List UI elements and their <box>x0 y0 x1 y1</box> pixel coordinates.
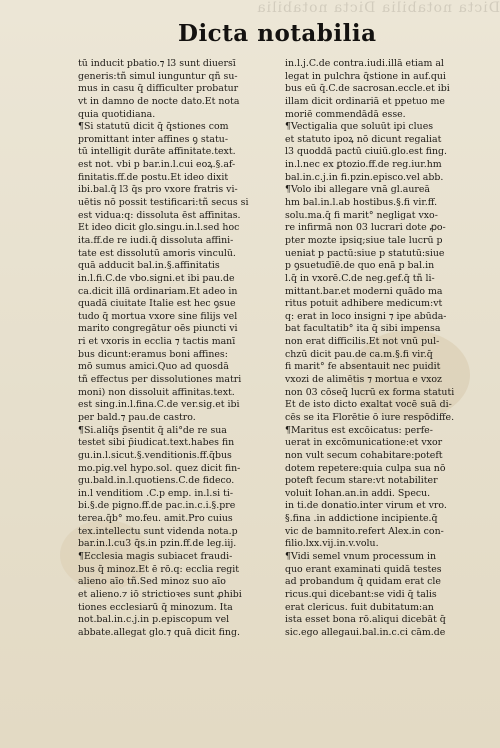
text-line: vt in damno de nocte dato.Et nota <box>78 95 240 107</box>
text-line: ¶Maritus est excōicatus: perfe- <box>285 424 433 436</box>
text-line: tiones ecclesiarū q̄ minozum. Ita <box>78 601 233 613</box>
text-line: uētis nō possit testificari:tñ secus si <box>78 197 249 209</box>
text-line: ¶Si.aliq̄s p̄sentit q̄ ali°de re sua <box>78 424 227 436</box>
text-line: tex.intellectu sunt videnda nota.p <box>78 525 238 537</box>
text-line: moriē commendādā esse. <box>285 108 406 120</box>
text-line: re infirmā non 03 lucrari dote ꝓo- <box>285 222 446 234</box>
text-line: tū inducit̄ pbatio.⁊ l3 sunt diuersī <box>78 58 236 69</box>
text-line: chzū dicit pau.de ca.m.§.fi vir.q̄ <box>285 348 433 360</box>
text-line: ista esset bona rō.aliqui dicebāt q̄ <box>285 614 446 626</box>
text-line: non 03 cōseq̄ lucrū ex forma statuti <box>285 386 455 398</box>
text-line: ¶Vectigalia que soluūt ipi clues <box>285 121 434 133</box>
text-line: in ti.de donatio.inter virum et vro. <box>285 500 447 512</box>
text-line: fi marit° fe absentauit nec puidit <box>285 361 441 373</box>
text-line: Et de isto dicto exaltat vocē suā di- <box>285 399 452 411</box>
text-line: finitatis.ff.de postu.Et ideo dixit <box>78 171 229 183</box>
text-line: mittant.bar.et moderni quādo ma <box>285 285 443 297</box>
text-line: §.fina .in addictione incipiente.q̄ <box>285 513 438 525</box>
text-line: ita.ff.de re iudi.q̄ dissoluta affini- <box>78 234 234 246</box>
text-line: alieno aīo tñ.Sed minoz suo aīo <box>78 576 226 588</box>
text-line: quo erant examinati quidā testes <box>285 563 442 575</box>
text-line: mo.pig.vel hypo.sol. quez dicit fin- <box>78 462 241 474</box>
text-line: est not. vbi p bar.in.l.cui eoꝝ.§.af- <box>78 159 236 171</box>
text-line: quia quotidiana. <box>78 108 156 120</box>
text-line: bar.in.l.cu3 q̄s.in pzin.ff.de leg.iij. <box>78 538 237 550</box>
text-line: not.bal.in.c.j.in p.episcopum vel <box>78 614 230 626</box>
text-line: erat clericus. fuit dubitatum:an <box>285 601 434 613</box>
text-line: bat facultatib° ita q̄ sibi impensa <box>285 323 441 335</box>
text-line: vxozi de alimētis ⁊ mortua e vxoz <box>285 374 442 386</box>
text-line: pter mozte ipsiq;siue tale lucrū p <box>285 234 443 246</box>
text-line: Et ideo dicit glo.singu.in.l.sed hoc <box>78 222 240 234</box>
text-line: illam dicit ordinariā et ppetuo me <box>285 95 445 107</box>
text-line: bal.in.c.j.in fi.pzin.episco.vel abb. <box>285 171 444 183</box>
text-line: mus in casu q̄ difficulter probatur <box>78 83 239 95</box>
text-line: tudo q̄ mortua vxore sine filijs vel <box>78 310 238 322</box>
text-line: sic.ego allegaui.bal.in.c.ci cām.de <box>285 626 446 638</box>
text-line: mō sumus amici.Quo ad quosdā <box>78 361 229 373</box>
text-line: ueniat p pactū:siue p statutū:siue <box>285 247 445 259</box>
text-column-left <box>78 58 278 639</box>
text-line: p ꝯsuetudīē.de quo enā p bal.in <box>285 260 435 272</box>
text-line: solu.ma.q̄ fi marit° negligat vxo- <box>285 209 438 221</box>
text-line: ¶Volo ibi allegare vnā gl.aureā <box>285 184 430 196</box>
text-line: non vult secum cohabitare:poteft <box>285 449 443 461</box>
text-line: voluit Iohan.an.in addi. Specu. <box>285 487 431 499</box>
text-line: l3 quoddā pactū ciuiū.glo.est fing. <box>285 146 447 158</box>
text-line: uerat in excōmunicatione:et vxor <box>285 437 443 449</box>
text-line: bus dicunt:eramus boni affines: <box>78 348 228 360</box>
text-line: quā adducit bal.in.§.affinitatis <box>78 260 220 272</box>
text-line: ¶Ecclesia magis subiacet fraudi- <box>78 550 233 562</box>
text-line: gu.in.l.sicut.§.venditionis.ff.q̄bus <box>78 449 232 461</box>
text-line: per bald.⁊ pau.de castro. <box>78 411 196 423</box>
text-line: l.q̄ in vxorē.C.de neg.gef.q̄ tñ li- <box>285 272 435 284</box>
text-line: ibi.bal.q̄ l3 q̄s pro vxore fratris vi- <box>78 184 238 196</box>
text-line: est sing.in.l.fina.C.de ver.sig.et ibi <box>78 399 240 411</box>
text-line: promittant inter affines ꝯ statu- <box>78 133 228 145</box>
text-line: generis:tñ simul iunguntur qñ su- <box>78 70 238 82</box>
text-line: vic de bamnito.refert Alex.in con- <box>285 525 444 537</box>
text-line: non erat difficilis.Et not vnū pul- <box>285 336 440 348</box>
text-line: in.l venditiom .C.p emp. in.l.si ti- <box>78 487 234 499</box>
text-line: hm bal.in.l.ab hostibus.§.fi vir.ff. <box>285 197 438 209</box>
text-line: in.l.fi.C.de vbo.signi.et ibi pau.de <box>78 272 235 284</box>
text-line: in.l.j.C.de contra.iudi.illā etiam al <box>285 58 444 69</box>
text-line: gu.bald.in.l.quotiens.C.de fideco. <box>78 475 235 487</box>
text-line: ad probandum q̄ quidam erat cle <box>285 576 441 588</box>
text-line: testet sibi p̄iudicat.text.habes fin <box>78 437 235 449</box>
text-line: quadā ciuitate Italie est hec ꝯsue <box>78 298 236 310</box>
text-line: et alieno.⁊ iō strictioꝛes sunt ꝓhibi <box>78 588 242 600</box>
text-line: cēs se ita Florētie ō iure respōdiffe. <box>285 411 455 423</box>
text-line: tate est dissolutū amoris vinculū. <box>78 247 236 259</box>
text-line: ¶Vidi semel vnum processum in <box>285 550 437 562</box>
text-line: legat in pulchra q̄stione in auf.qui <box>285 70 446 82</box>
text-column-right <box>285 58 485 639</box>
text-line: abbate.allegat glo.⁊ quā dicit fing. <box>78 626 240 638</box>
text-line: et statuto ipoꝝ nō dicunt regaliat <box>285 133 442 145</box>
text-line: dotem repetere:quia culpa sua nō <box>285 462 446 474</box>
running-title: Dicta notabilia <box>178 20 377 47</box>
text-line: filio.lxx.vij.in.v.volu. <box>285 538 379 550</box>
text-line: ¶Si statutū dicit q̄ q̄stiones com <box>78 121 229 133</box>
text-line: q: erat in loco insigni ⁊ ipe abūda- <box>285 310 447 322</box>
text-line: ca.dicit illā ordinariam.Et adeo in <box>78 285 238 297</box>
text-line: moni) non dissoluit affinitas.text. <box>78 386 235 398</box>
text-line: bus q̄ minoz.Et ē rō.q: ecclia regit <box>78 563 240 575</box>
text-line: est vidua:q: dissoluta ēst affinitas. <box>78 209 241 221</box>
bleed-through-text: Dicta notabilia Dicta notabilia <box>256 0 500 16</box>
text-line: marito congregātur oēs piuncti vi <box>78 323 238 335</box>
text-line: bus eū q̄.C.de sacrosan.eccle.et ibi <box>285 83 450 95</box>
text-line: in.l.nec ex ꝑtozio.ff.de reg.iur.hm <box>285 159 442 171</box>
text-line: terea.q̄b° mo.feu. amit.Pro cuius <box>78 513 233 525</box>
text-line: bi.§.de pigno.ff.de pac.in.c.i.§.pre <box>78 500 236 512</box>
text-line: tñ effectus per dissolutiones matri <box>78 374 242 386</box>
text-line: tū intelligit durāte affinitate.text. <box>78 146 236 158</box>
text-line: ri et vxoris in ecclia ⁊ tactis manī <box>78 336 236 348</box>
text-line: poteft fecum stare:vt notabiliter <box>285 475 438 487</box>
text-line: ritus potuit adhibere medicum:vt <box>285 298 443 310</box>
text-line: ricus.qui dicebant:se vidi q̄ talis <box>285 588 437 600</box>
